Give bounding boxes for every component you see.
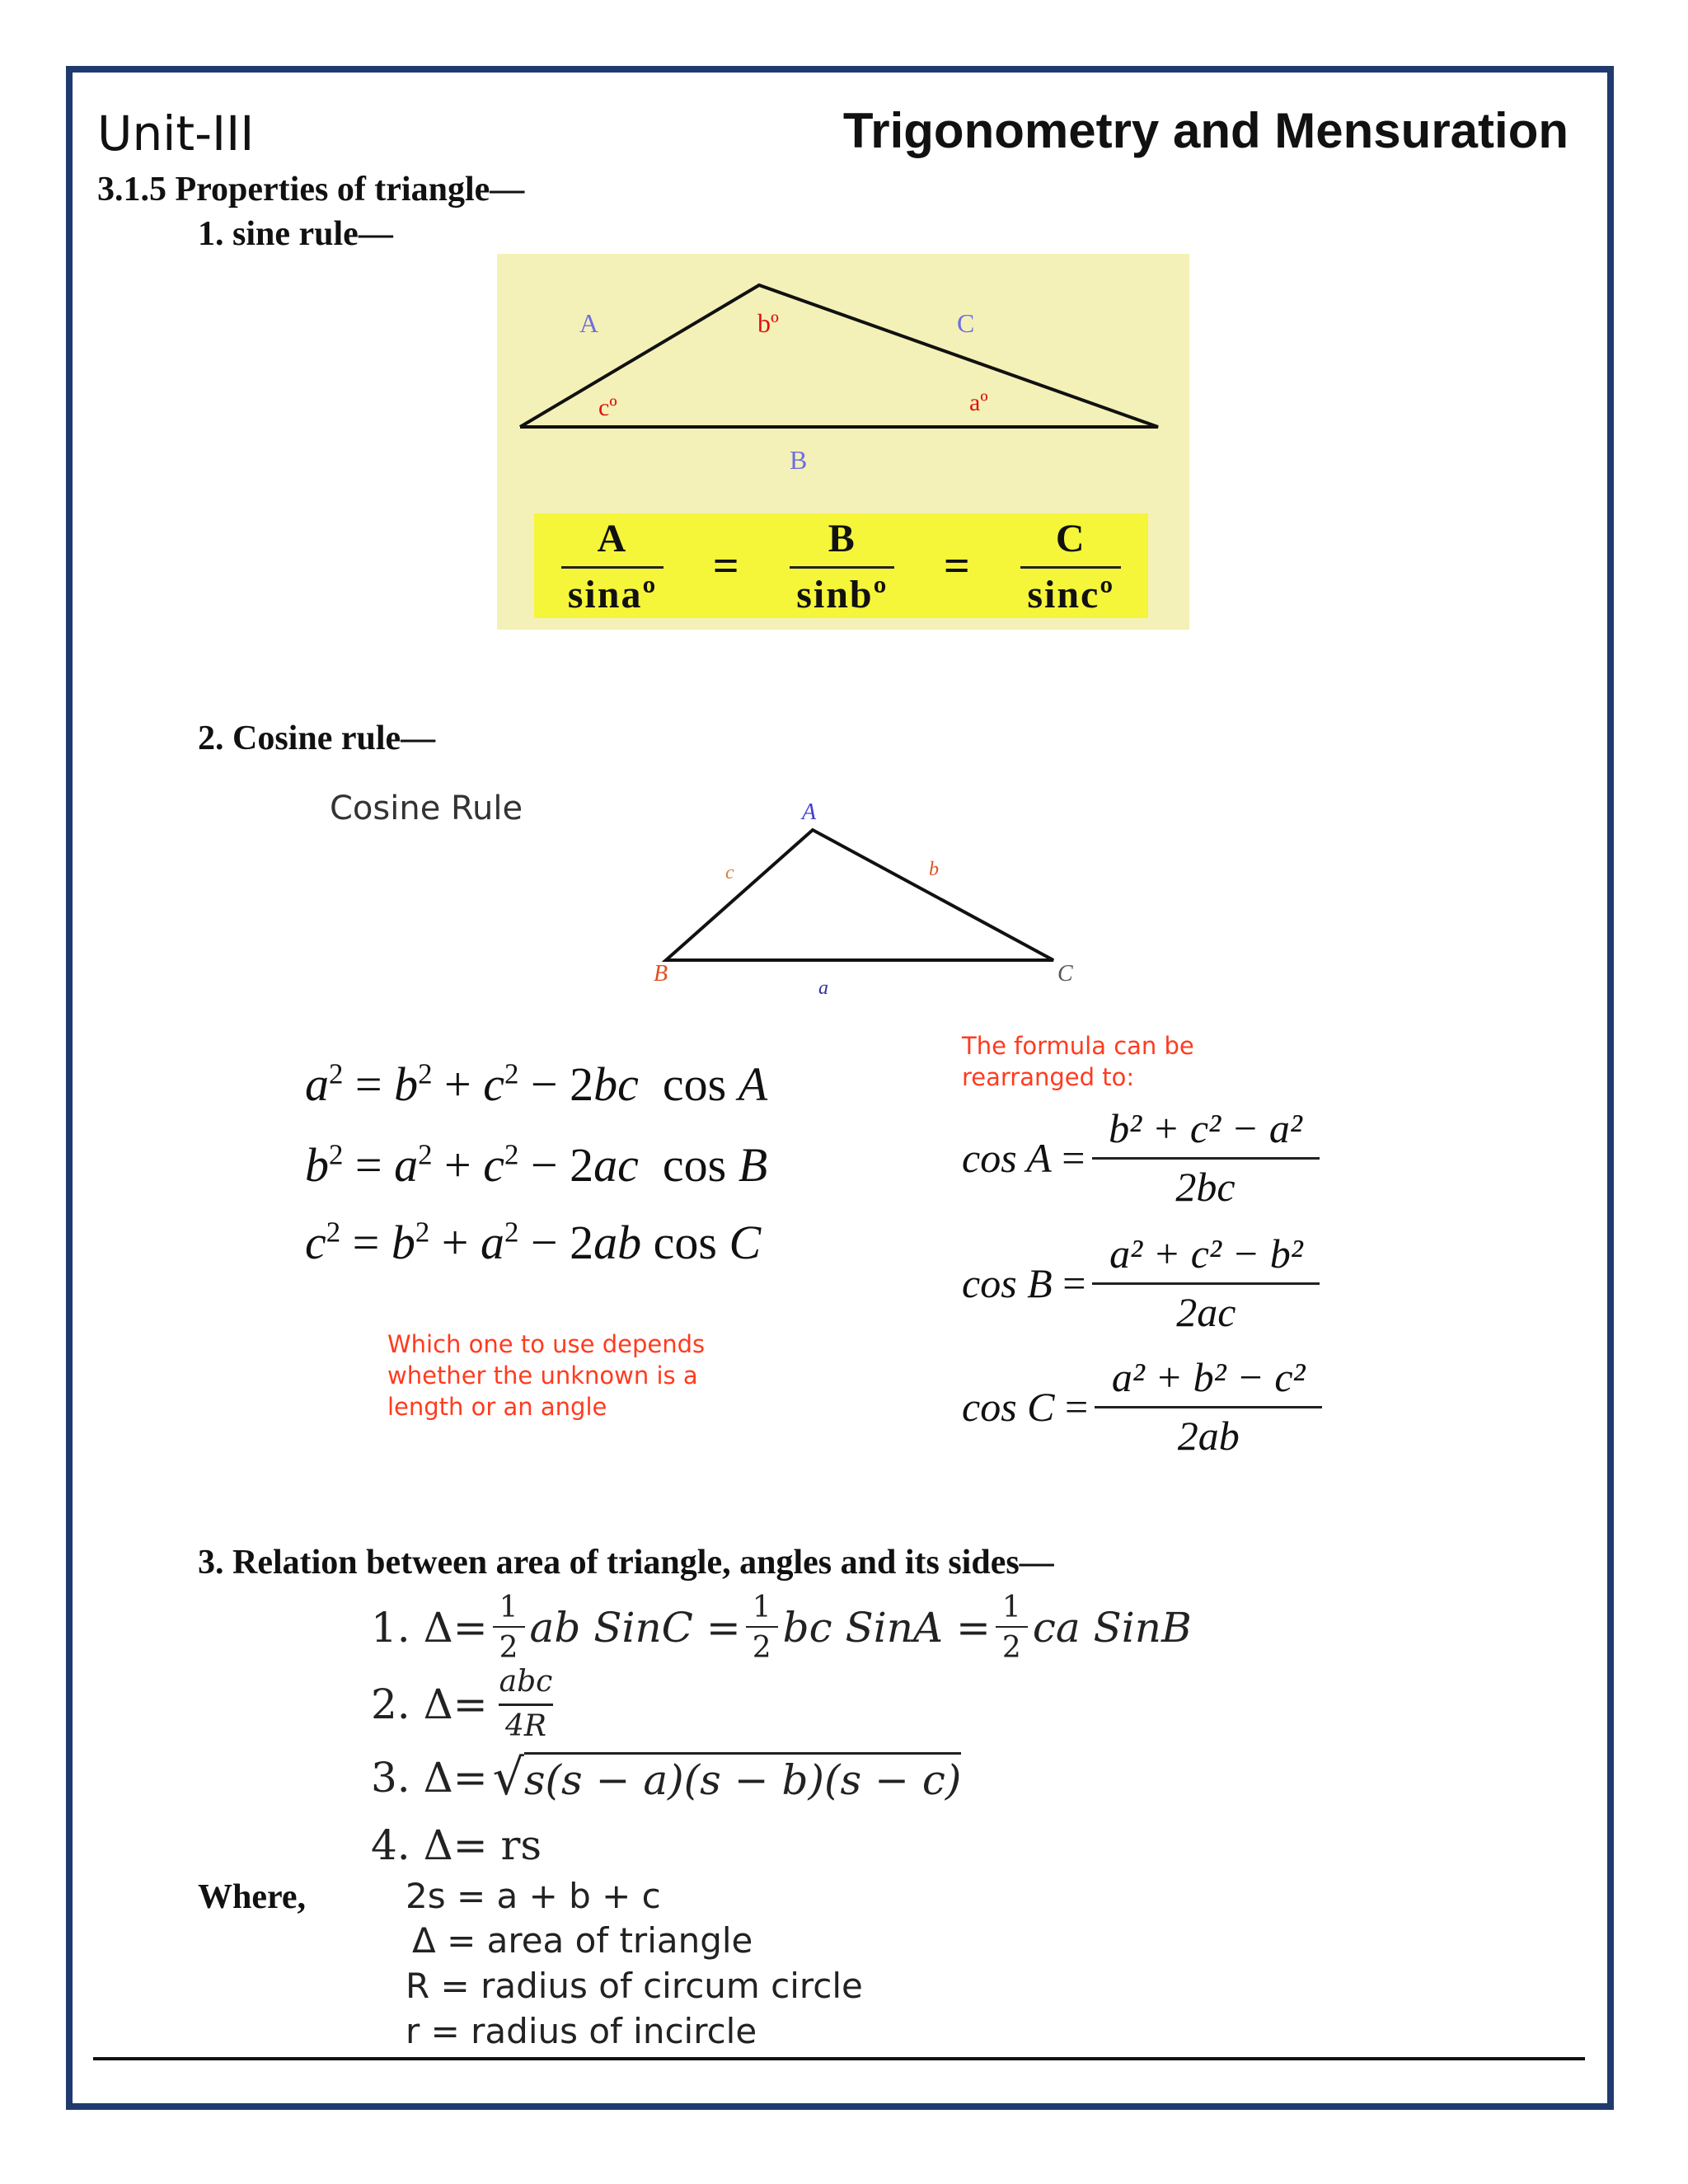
where-line-3: R = radius of circum circle <box>406 1966 863 2006</box>
side-label-c-small: c <box>725 862 734 883</box>
note-rearranged-line2: rearranged to: <box>962 1063 1135 1091</box>
cos-a-rearranged: cos A = $\frac{\text{b² + c² − a²}}{2bc}$ <box>962 1104 1325 1211</box>
note-rearranged-line1: The formula can be <box>962 1032 1194 1060</box>
sine-fraction-b: $\frac{B}{\text{sinbº}}$ <box>790 516 894 617</box>
side-label-b-small: b <box>929 859 939 880</box>
angle-label-c: cº <box>598 394 617 421</box>
section-title: 3.1.5 Properties of triangle— <box>97 171 525 209</box>
vertex-label-c: C <box>1057 961 1073 987</box>
side-label-a: A <box>579 308 599 338</box>
cosine-figure-title: Cosine Rule <box>330 790 523 827</box>
unit-label: Unit-III <box>97 105 255 162</box>
sine-rule-heading: 1. sine rule— <box>198 215 393 253</box>
where-label: Where, <box>198 1878 307 1916</box>
sine-rule-formula: $\frac{A}{\text{sinaº}}$ = $\frac{B}{\text{sinbº}}$ = $\frac{C}{\text{sincº}}$ <box>534 514 1148 618</box>
where-line-2: Δ = area of triangle <box>412 1920 753 1961</box>
cosine-eq-a: $a^2 = b^2 + c^2 - 2bc$ cos A <box>305 1057 768 1111</box>
area-formula-2: 2. Δ= $\frac{\text{abc}}{4R}$ <box>371 1665 553 1743</box>
sine-fraction-a: $\frac{A}{\text{sinaº}}$ <box>561 516 664 617</box>
cosine-eq-c: $c^2 = b^2 + a^2 - 2ab$ cos C <box>305 1216 762 1269</box>
cosine-eq-b: $b^2 = a^2 + c^2 - 2ac$ cos B <box>305 1138 768 1192</box>
footer-rule <box>93 2057 1585 2060</box>
vertex-label-b: B <box>654 961 668 987</box>
cos-c-rearranged: cos C = $\frac{\text{a² + b² − c²}}{2ab}$ <box>962 1353 1327 1460</box>
vertex-label-a: A <box>802 799 817 825</box>
note-which-line3: length or an angle <box>387 1393 607 1421</box>
sine-rule-figure <box>497 254 1189 630</box>
where-line-1: 2s = a + b + c <box>406 1876 661 1916</box>
cosine-rule-heading: 2. Cosine rule— <box>198 719 436 757</box>
side-label-c: C <box>957 308 975 338</box>
where-line-4: r = radius of incircle <box>406 2011 757 2051</box>
area-heading: 3. Relation between area of triangle, angles and its sides— <box>198 1544 1054 1582</box>
cosine-triangle-diagram <box>643 804 1088 1018</box>
note-which-line2: whether the unknown is a <box>387 1361 698 1390</box>
sine-fraction-c: $\frac{C}{\text{sincº}}$ <box>1020 516 1121 617</box>
area-formula-4: 4. Δ= rs <box>371 1821 542 1869</box>
note-which-line1: Which one to use depends <box>387 1330 706 1358</box>
page-title: Trigonometry and Mensuration <box>842 103 1568 158</box>
angle-label-b: bº <box>757 308 779 338</box>
cos-b-rearranged: cos B = $\frac{\text{a² + c² − b²}}{2ac}$ <box>962 1230 1325 1336</box>
cosine-triangle <box>666 830 1053 960</box>
area-formula-1: 1. Δ= $\frac{1}{2}$ ab SinC = $\frac{1}{2}$ bc SinA = $\frac{1}{2}$ ca SinB <box>371 1591 1192 1665</box>
area-formula-3: 3. Δ= √ s(s − a)(s − b)(s − c) <box>371 1749 962 1807</box>
side-label-a-small: a <box>818 977 828 999</box>
angle-label-a: aº <box>969 389 988 416</box>
side-label-b: B <box>790 445 808 475</box>
